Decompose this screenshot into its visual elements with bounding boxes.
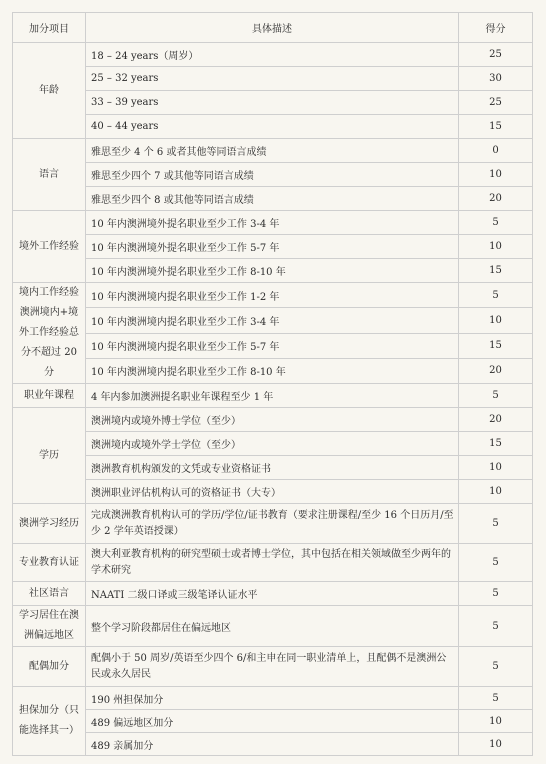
row-description: 澳洲教育机构颁发的文凭或专业资格证书	[86, 456, 459, 480]
category-age: 年龄	[13, 43, 86, 139]
row-score: 5	[459, 211, 533, 235]
category-language: 语言	[13, 139, 86, 211]
table-row	[13, 456, 533, 480]
row-description: 40 – 44 years	[86, 115, 459, 139]
row-score: 5	[459, 582, 533, 606]
row-description: 10 年内澳洲境内提名职业至少工作 1-2 年	[86, 283, 459, 308]
table-row	[13, 163, 533, 187]
row-score: 25	[459, 43, 533, 67]
row-description: 澳洲境内或境外学士学位（至少）	[86, 432, 459, 456]
table-row	[13, 408, 533, 432]
table-row	[13, 384, 533, 408]
row-score: 20	[459, 358, 533, 383]
table-row	[13, 733, 533, 756]
row-description: 489 亲属加分	[86, 733, 459, 756]
table-row	[13, 115, 533, 139]
row-score: 10	[459, 710, 533, 733]
row-description: 雅思至少 4 个 6 或者其他等同语言成绩	[86, 139, 459, 163]
row-description: 雅思至少四个 8 或其他等同语言成绩	[86, 187, 459, 211]
points-table	[12, 12, 533, 756]
table-row	[13, 432, 533, 456]
row-score: 30	[459, 67, 533, 91]
row-score: 5	[459, 504, 533, 544]
table-row	[13, 211, 533, 235]
table-row	[13, 43, 533, 67]
table-row	[13, 606, 533, 647]
row-score: 5	[459, 544, 533, 582]
table-row	[13, 235, 533, 259]
category-onshore-work: 境内工作经验 澳洲境内+境外工作经验总分不超过 20 分	[13, 283, 86, 384]
row-description: 18 – 24 years（周岁）	[86, 43, 459, 67]
row-score: 15	[459, 333, 533, 358]
row-description: 33 – 39 years	[86, 91, 459, 115]
table-row	[13, 67, 533, 91]
row-score: 10	[459, 163, 533, 187]
row-score: 10	[459, 480, 533, 504]
table-row	[13, 710, 533, 733]
row-description: 10 年内澳洲境内提名职业至少工作 3-4 年	[86, 308, 459, 333]
row-description: 10 年内澳洲境外提名职业至少工作 3-4 年	[86, 211, 459, 235]
row-description: 配偶小于 50 周岁/英语至少四个 6/和主申在同一职业清单上，且配偶不是澳洲公民或永久居民	[86, 647, 459, 687]
header-category: 加分项目	[13, 13, 86, 43]
category-regional-study: 学习居住在澳洲偏远地区	[13, 606, 86, 647]
row-score: 5	[459, 283, 533, 308]
table-row	[13, 91, 533, 115]
table-row	[13, 187, 533, 211]
row-score: 10	[459, 456, 533, 480]
row-score: 20	[459, 408, 533, 432]
row-score: 10	[459, 308, 533, 333]
row-score: 10	[459, 733, 533, 756]
row-description: 10 年内澳洲境内提名职业至少工作 8-10 年	[86, 358, 459, 383]
table-row	[13, 139, 533, 163]
row-score: 5	[459, 687, 533, 710]
row-description: NAATI 二级口译或三级笔译认证水平	[86, 582, 459, 606]
table-row	[13, 333, 533, 358]
row-score: 5	[459, 384, 533, 408]
table-row	[13, 504, 533, 544]
table-row	[13, 544, 533, 582]
row-description: 雅思至少四个 7 或其他等同语言成绩	[86, 163, 459, 187]
table-row	[13, 582, 533, 606]
table-row	[13, 283, 533, 308]
row-description: 10 年内澳洲境外提名职业至少工作 5-7 年	[86, 235, 459, 259]
row-score: 5	[459, 606, 533, 647]
table-row	[13, 480, 533, 504]
row-description: 澳大利亚教育机构的研究型硕士或者博士学位，其中包括在相关领域做至少两年的学术研究	[86, 544, 459, 582]
row-description: 10 年内澳洲境外提名职业至少工作 8-10 年	[86, 259, 459, 283]
row-score: 15	[459, 432, 533, 456]
category-specialist-education: 专业教育认证	[13, 544, 86, 582]
row-description: 489 偏远地区加分	[86, 710, 459, 733]
row-description: 25 – 32 years	[86, 67, 459, 91]
row-score: 20	[459, 187, 533, 211]
row-description: 4 年内参加澳洲提名职业年课程至少 1 年	[86, 384, 459, 408]
row-description: 完成澳洲教育机构认可的学历/学位/证书教育（要求注册课程/至少 16 个日历月/至少 2 学年英语授课）	[86, 504, 459, 544]
row-score: 10	[459, 235, 533, 259]
table-row	[13, 358, 533, 383]
category-community-language: 社区语言	[13, 582, 86, 606]
table-row	[13, 308, 533, 333]
header-score: 得分	[459, 13, 533, 43]
row-description: 澳洲职业评估机构认可的资格证书（大专）	[86, 480, 459, 504]
category-professional-year: 职业年课程	[13, 384, 86, 408]
table-row	[13, 647, 533, 687]
row-score: 15	[459, 115, 533, 139]
table-row	[13, 687, 533, 710]
header-description: 具体描述	[86, 13, 459, 43]
row-description: 澳洲境内或境外博士学位（至少）	[86, 408, 459, 432]
table-row	[13, 259, 533, 283]
row-score: 5	[459, 647, 533, 687]
row-description: 190 州担保加分	[86, 687, 459, 710]
header-row	[13, 13, 533, 43]
category-sponsorship: 担保加分（只能选择其一）	[13, 687, 86, 756]
row-score: 0	[459, 139, 533, 163]
category-partner: 配偶加分	[13, 647, 86, 687]
category-australian-study: 澳洲学习经历	[13, 504, 86, 544]
row-score: 25	[459, 91, 533, 115]
row-description: 整个学习阶段都居住在偏远地区	[86, 606, 459, 647]
row-description: 10 年内澳洲境内提名职业至少工作 5-7 年	[86, 333, 459, 358]
row-score: 15	[459, 259, 533, 283]
category-overseas-work: 境外工作经验	[13, 211, 86, 283]
category-education: 学历	[13, 408, 86, 504]
